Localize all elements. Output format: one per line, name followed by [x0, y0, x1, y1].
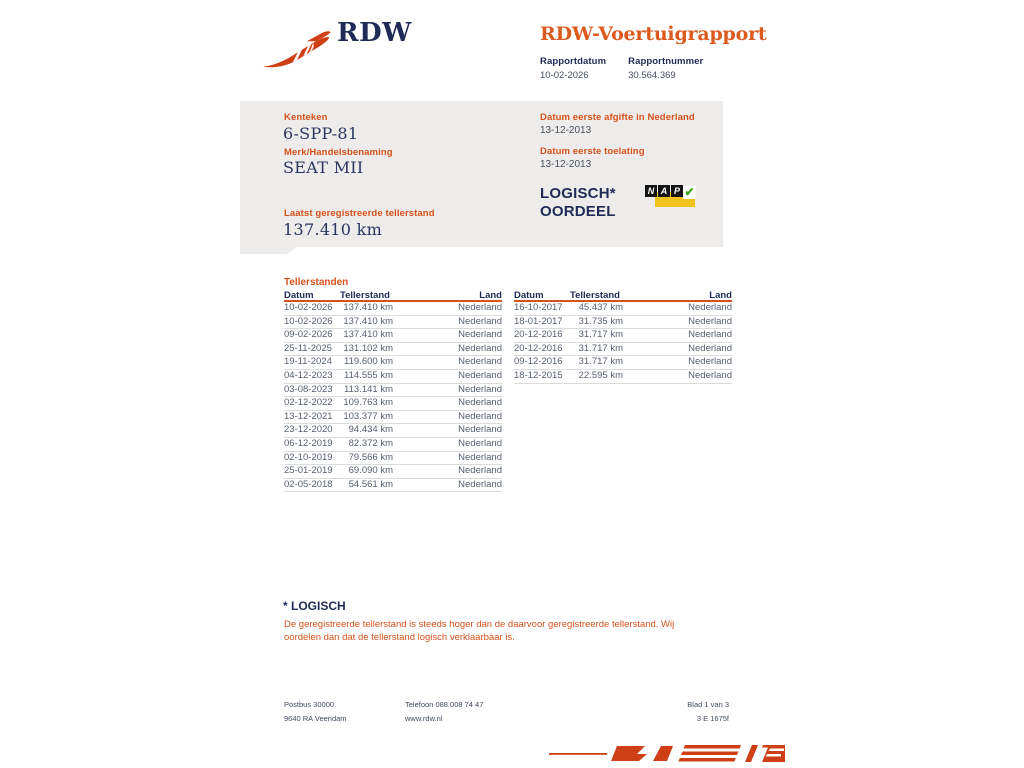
nap-checkmark-icon: ✔ [684, 185, 695, 199]
table-body-left [284, 302, 502, 492]
footer-phone: Telefoon 088 008 74 47 [405, 700, 484, 709]
oordeel-line2: OORDEEL [540, 203, 616, 220]
row-odometer: 137.410 km [343, 315, 393, 327]
row-date: 20-12-2016 [514, 342, 563, 354]
nap-letter-p: P [671, 185, 683, 197]
tellerstanden-table-right [514, 290, 732, 492]
row-country: Nederland [458, 424, 502, 436]
row-odometer: 54.561 km [348, 478, 393, 490]
table-row [514, 302, 732, 316]
table-row [284, 424, 502, 438]
oordeel-line1: LOGISCH* [540, 185, 616, 202]
row-odometer: 137.410 km [343, 329, 393, 341]
row-date: 25-11-2025 [284, 342, 332, 354]
row-odometer: 31.717 km [578, 356, 623, 368]
row-country: Nederland [688, 315, 732, 327]
row-date: 18-12-2015 [514, 370, 563, 382]
tellerstand-value: 137.410 km [283, 220, 383, 239]
row-date: 02-12-2022 [284, 397, 333, 409]
tellerstand-label: Laatst geregistreerde tellerstand [284, 208, 435, 219]
table-header [514, 290, 732, 302]
row-date: 18-01-2017 [514, 315, 563, 327]
footer-address-line1: Postbus 30000 [284, 700, 335, 709]
table-row [284, 465, 502, 479]
footnote-title: * LOGISCH [283, 599, 346, 613]
table-row [514, 370, 732, 384]
row-odometer: 109.763 km [343, 397, 393, 409]
table-row [284, 452, 502, 466]
table-row [284, 356, 502, 370]
footnote-text: De geregistreerde tellerstand is steeds hoger dan de daarvoor geregistreerde tellerstand. Wij oordelen dan dat de tellerstand logisch verklaarbaar is. [284, 619, 675, 643]
row-date: 19-11-2024 [284, 356, 332, 368]
column-header-tellerstand: Tellerstand [340, 290, 390, 301]
toelating-label: Datum eerste toelating [540, 146, 645, 157]
footer-form-code: 3 E 1675f [696, 714, 729, 723]
table-row [514, 343, 732, 357]
report-date-label: Rapportdatum [540, 56, 607, 67]
table-row [284, 438, 502, 452]
row-country: Nederland [688, 370, 732, 382]
row-date: 02-05-2018 [284, 478, 333, 490]
row-country: Nederland [458, 465, 502, 477]
nap-letter-n: N [645, 185, 657, 197]
row-date: 10-02-2026 [284, 302, 333, 314]
row-country: Nederland [688, 342, 732, 354]
report-number-value: 30.564.369 [628, 70, 676, 81]
vehicle-summary-panel [240, 101, 723, 247]
table-row [514, 316, 732, 330]
row-odometer: 137.410 km [343, 302, 393, 314]
row-odometer: 22.595 km [578, 370, 623, 382]
oordeel-verdict [540, 185, 616, 221]
row-country: Nederland [458, 329, 502, 341]
report-meta [540, 56, 703, 81]
row-date: 09-12-2016 [514, 356, 563, 368]
tellerstanden-section-title: Tellerstanden [284, 277, 349, 288]
row-odometer: 31.717 km [578, 342, 623, 354]
document-title: RDW-Voertuigrapport [540, 23, 767, 45]
afgifte-label: Datum eerste afgifte in Nederland [540, 112, 695, 123]
row-date: 03-08-2023 [284, 383, 333, 395]
footer-website: www.rdw.nl [405, 714, 443, 723]
nap-logo-icon [645, 183, 697, 210]
kenteken-value: 6-SPP-81 [283, 124, 359, 143]
table-row [284, 302, 502, 316]
table-row [514, 329, 732, 343]
row-odometer: 45.437 km [578, 302, 623, 314]
row-odometer: 103.377 km [343, 410, 393, 422]
table-row [284, 411, 502, 425]
row-odometer: 113.141 km [344, 383, 393, 395]
table-row [284, 397, 502, 411]
column-header-datum: Datum [514, 290, 544, 301]
row-country: Nederland [458, 342, 502, 354]
table-row [284, 343, 502, 357]
toelating-value: 13-12-2013 [540, 159, 592, 170]
row-country: Nederland [688, 356, 732, 368]
row-odometer: 79.566 km [348, 451, 393, 463]
merk-value: SEAT MII [283, 158, 364, 177]
table-row [514, 356, 732, 370]
kenteken-label: Kenteken [284, 112, 328, 123]
row-country: Nederland [458, 438, 502, 450]
table-row [284, 370, 502, 384]
rdw-logo-text: RDW [337, 18, 412, 48]
row-date: 23-12-2020 [284, 424, 333, 436]
table-row [284, 479, 502, 493]
row-date: 10-02-2026 [284, 315, 333, 327]
row-country: Nederland [458, 315, 502, 327]
row-odometer: 69.090 km [348, 465, 393, 477]
row-country: Nederland [688, 329, 732, 341]
column-header-land: Land [709, 290, 732, 301]
row-odometer: 94.434 km [348, 424, 393, 436]
table-row [284, 329, 502, 343]
column-header-datum: Datum [284, 290, 314, 301]
row-country: Nederland [458, 370, 502, 382]
report-date-block [540, 56, 606, 81]
row-country: Nederland [458, 302, 502, 314]
row-country: Nederland [458, 410, 502, 422]
row-country: Nederland [458, 478, 502, 490]
table-row [284, 384, 502, 398]
row-odometer: 114.555 km [344, 370, 393, 382]
report-number-label: Rapportnummer [628, 56, 704, 67]
report-date-value: 10-02-2026 [540, 70, 589, 81]
row-date: 09-02-2026 [284, 329, 333, 341]
row-odometer: 31.735 km [578, 315, 623, 327]
rdw-wing-logo-icon [262, 27, 332, 71]
row-odometer: 131.102 km [343, 342, 393, 354]
table-row [284, 316, 502, 330]
merk-label: Merk/Handelsbenaming [284, 147, 393, 158]
rdw-speed-lines-graphic [549, 743, 785, 764]
row-country: Nederland [458, 397, 502, 409]
table-header [284, 290, 502, 302]
footer-page-number: Blad 1 van 3 [687, 700, 729, 709]
row-odometer: 82.372 km [348, 438, 393, 450]
column-header-land: Land [479, 290, 502, 301]
afgifte-value: 13-12-2013 [540, 125, 592, 136]
row-date: 25-01-2019 [284, 465, 333, 477]
table-body-right [514, 302, 732, 384]
column-header-tellerstand: Tellerstand [570, 290, 620, 301]
panel-corner-tab [240, 247, 296, 254]
row-country: Nederland [458, 451, 502, 463]
row-date: 02-10-2019 [284, 451, 333, 463]
row-country: Nederland [688, 302, 732, 314]
tellerstanden-table-left [284, 290, 502, 492]
nap-letter-a: A [658, 185, 670, 197]
row-date: 13-12-2021 [284, 410, 333, 422]
row-date: 04-12-2023 [284, 370, 333, 382]
row-odometer: 119.600 km [344, 356, 393, 368]
row-odometer: 31.717 km [578, 329, 623, 341]
row-date: 16-10-2017 [514, 302, 563, 314]
row-country: Nederland [458, 356, 502, 368]
row-date: 20-12-2016 [514, 329, 563, 341]
report-number-block [628, 56, 703, 81]
footer-address-line2: 9640 RA Veendam [284, 714, 347, 723]
row-date: 06-12-2019 [284, 438, 333, 450]
tellerstanden-tables [284, 290, 732, 492]
row-country: Nederland [458, 383, 502, 395]
